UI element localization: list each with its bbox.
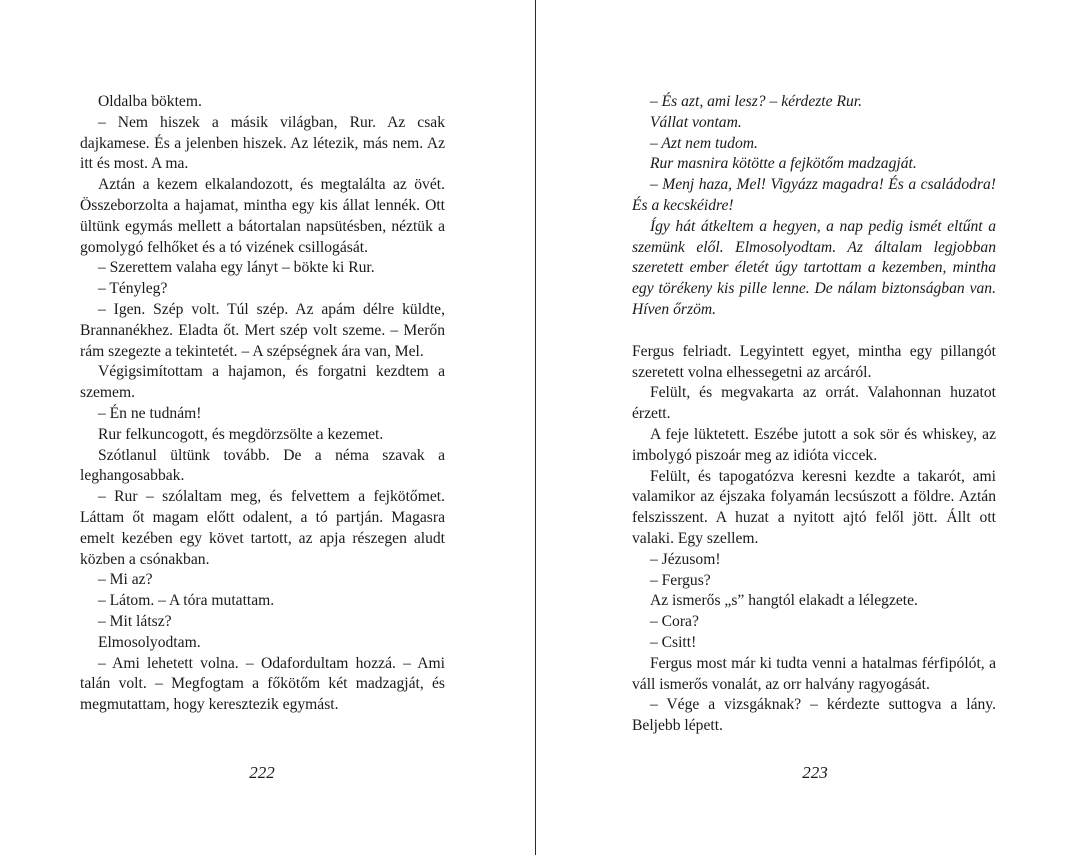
paragraph: – Igen. Szép volt. Túl szép. Az apám délre küldte, Brannanékhez. Eladta őt. Mert szép volt szeme. – Merőn rám szegezte a tekintetét. – A szépségnek ára van, Mel. <box>80 300 445 360</box>
paragraph: – Azt nem tudom. <box>649 134 758 152</box>
paragraph: – Cora? <box>649 613 699 631</box>
paragraph: – Rur – szólaltam meg, és felvettem a fejkötőmet. Láttam őt magam előtt odalent, a tó partján. Magasra emelt kezében egy követ tartott, az apja részegen aludt közben a csónakban. <box>80 488 445 568</box>
paragraph: Aztán a kezem elkalandozott, és megtalálta az övét. Összeborzolta a hajamat, mintha egy kis állat lennék. Ott ültünk egymás mellett a bátortalan napsütésben, néztük a gomolygó felhőket és a tó vizének csillogását. <box>80 176 445 256</box>
paragraph: Fergus most már ki tudta venni a hatalmas férfipólót, a váll ismerős vonalát, az orr halvány ragyogását. <box>632 654 996 693</box>
paragraph: Felült, és megvakarta az orrát. Valahonnan huzatot érzett. <box>632 384 996 423</box>
paragraph: Az ismerős „s” hangtól elakadt a lélegzete. <box>649 592 918 610</box>
italic-section <box>632 92 996 321</box>
paragraph: Szótlanul ültünk tovább. De a néma szavak a leghangosabbak. <box>80 446 445 485</box>
roman-section <box>632 342 996 737</box>
paragraph: – Mit látsz? <box>97 612 172 630</box>
paragraph: – Nem hiszek a másik világban, Rur. Az csak dajkamese. És a jelenben hiszek. Az létezik, más nem. Az itt és most. A ma. <box>80 113 445 173</box>
paragraph: – Jézusom! <box>649 550 721 568</box>
right-page-text <box>632 92 996 737</box>
paragraph: Rur felkuncogott, és megdörzsölte a kezemet. <box>97 425 384 443</box>
paragraph: Rur masnira kötötte a fejkötőm madzagját. <box>649 155 917 173</box>
page-number: 223 <box>802 763 828 782</box>
paragraph: A feje lüktetett. Eszébe jutott a sok sör és whiskey, az imbolygó piszoár meg az idióta viccek. <box>632 425 996 464</box>
page-number: 222 <box>249 763 275 782</box>
paragraph: Felült, és tapogatózva keresni kezdte a takarót, ami valamikor az éjszaka folyamán lecsúszott a földre. Aztán felszisszent. A huzat a nyitott ajtó felől jött. Állt ott valaki. Egy szellem. <box>632 467 996 547</box>
paragraph: Elmosolyodtam. <box>97 633 201 651</box>
paragraph: – Mi az? <box>97 571 153 589</box>
paragraph: – Látom. – A tóra mutattam. <box>97 592 275 610</box>
right-page <box>537 0 1067 855</box>
paragraph: Fergus felriadt. Legyintett egyet, mintha egy pillangót szeretett volna elhessegetni az arcáról. <box>632 342 996 381</box>
paragraph: Végigsimítottam a hajamon, és forgatni kezdtem a szemem. <box>80 363 445 402</box>
paragraph: Vállat vontam. <box>649 113 742 131</box>
paragraph: – Én ne tudnám! <box>97 404 202 422</box>
paragraph: – Fergus? <box>649 571 711 589</box>
paragraph: – Szerettem valaha egy lányt – bökte ki Rur. <box>97 259 375 277</box>
paragraph: Oldalba böktem. <box>97 93 202 110</box>
section-break <box>632 321 996 342</box>
left-page-text <box>80 92 445 716</box>
paragraph: – Csitt! <box>649 633 697 651</box>
paragraph: – Ami lehetett volna. – Odafordultam hozzá. – Ami talán volt. – Megfogtam a főkötőm két madzagját, és megmutattam, hogy keresztezik egymást. <box>80 654 445 714</box>
paragraph: – Tényleg? <box>97 280 168 298</box>
paragraph: Így hát átkeltem a hegyen, a nap pedig ismét eltűnt a szemünk elől. Elmosolyodtam. Az általam legjobban szeretett ember életét úgy tartottam a kezemben, mintha egy törékeny kis pille lenne. De nálam biztonságban van. Híven őrzöm. <box>632 217 996 318</box>
gutter-divider <box>535 0 536 855</box>
paragraph: – És azt, ami lesz? – kérdezte Rur. <box>649 93 863 110</box>
paragraph: – Menj haza, Mel! Vigyázz magadra! És a családodra! És a kecskéidre! <box>632 176 996 214</box>
paragraph: – Vége a vizsgáknak? – kérdezte suttogva a lány. Beljebb lépett. <box>632 696 996 735</box>
